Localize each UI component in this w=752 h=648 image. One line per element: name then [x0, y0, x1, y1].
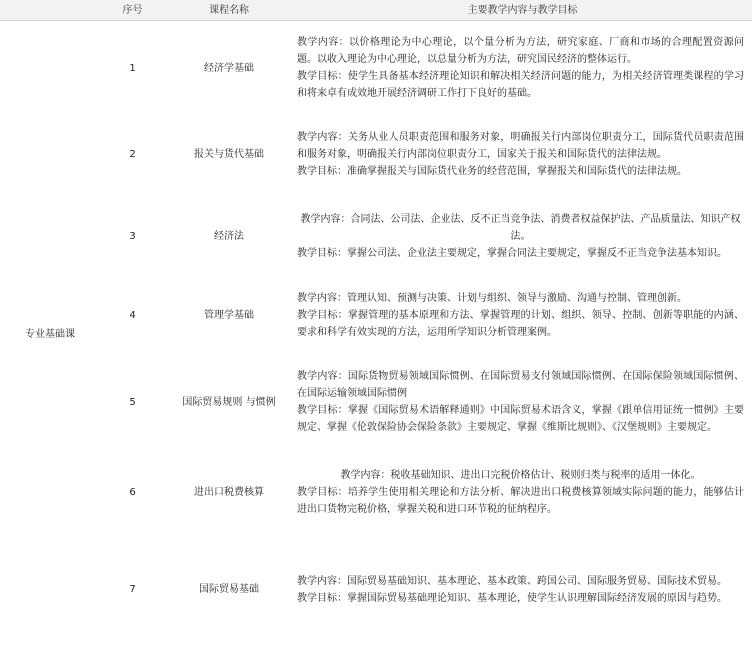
course-name: 报关与货代基础: [165, 115, 293, 193]
teaching-content: 教学内容：管理认知、预测与决策、计划与组织、领导与激励、沟通与控制、管理创新。: [297, 290, 744, 307]
course-name: 进出口税费核算: [165, 453, 293, 531]
header-category: [0, 0, 100, 21]
course-description: [293, 279, 752, 351]
teaching-goal: 教学目标：准确掌握报关与国际货代业务的经营范围，掌握报关和国际货代的法律法规。: [297, 163, 744, 180]
teaching-content: 教学内容：国际货物贸易领域国际惯例、在国际贸易支付领域国际惯例、在国际保险领域国际惯例、在国际运输领域国际惯例: [297, 368, 744, 402]
course-description: [293, 531, 752, 648]
category-cell: 专业基础课: [0, 21, 100, 648]
header-row: [0, 0, 752, 21]
table-row: [0, 21, 752, 116]
table-row: [0, 279, 752, 351]
course-name: 经济学基础: [165, 21, 293, 116]
row-number: 7: [100, 531, 165, 648]
row-number: 2: [100, 115, 165, 193]
header-content-goals: 主要教学内容与教学目标: [293, 0, 752, 21]
table-row: [0, 453, 752, 531]
teaching-goal: 教学目标：掌握管理的基本原理和方法、掌握管理的计划、组织、领导、控制、创新等职能的内涵、要求和科学有效实现的方法，运用所学知识分析管理案例。: [297, 307, 744, 341]
table-header: [0, 0, 752, 21]
row-number: 5: [100, 351, 165, 453]
row-number: 1: [100, 21, 165, 116]
course-name: 经济法: [165, 193, 293, 279]
teaching-goal: 教学目标：使学生具备基本经济理论知识和解决相关经济问题的能力，为相关经济管理类课程的学习和将来卓有成效地开展经济调研工作打下良好的基础。: [297, 68, 744, 102]
teaching-content: 教学内容：合同法、公司法、企业法、反不正当竞争法、消费者权益保护法、产品质量法、知识产权法。: [297, 211, 744, 245]
teaching-goal: 教学目标：掌握国际贸易基础理论知识、基本理论，使学生认识理解国际经济发展的原因与趋势。: [297, 590, 744, 607]
table-row: [0, 115, 752, 193]
course-description: [293, 453, 752, 531]
teaching-goal: 教学目标：掌握公司法、企业法主要规定，掌握合同法主要规定，掌握反不正当竞争法基本知识。: [297, 245, 744, 262]
teaching-goal: 教学目标：培养学生使用相关理论和方法分析、解决进出口税费核算领域实际问题的能力，能够估计进出口货物完税价格，掌握关税和进口环节税的征纳程序。: [297, 484, 744, 518]
course-name: 管理学基础: [165, 279, 293, 351]
course-description: [293, 193, 752, 279]
course-name: 国际贸易规则 与惯例: [165, 351, 293, 453]
table-row: [0, 531, 752, 648]
row-number: 6: [100, 453, 165, 531]
course-description: [293, 351, 752, 453]
row-number: 4: [100, 279, 165, 351]
table-row: [0, 193, 752, 279]
header-course-name: 课程名称: [165, 0, 293, 21]
table-row: [0, 351, 752, 453]
teaching-content: 教学内容：国际贸易基础知识、基本理论、基本政策、跨国公司、国际服务贸易、国际技术贸易。: [297, 573, 744, 590]
table-body: [0, 21, 752, 648]
course-description: [293, 115, 752, 193]
teaching-content: 教学内容：关务从业人员职责范围和服务对象，明确报关行内部岗位职责分工，国际货代员职责范围和服务对象，明确报关行内部岗位职责分工，国家关于报关和国际货代的法律法规。: [297, 129, 744, 163]
course-description: [293, 21, 752, 116]
header-seq: 序号: [100, 0, 165, 21]
teaching-content: 教学内容：税收基础知识、进出口完税价格估计、税则归类与税率的适用一体化。: [297, 467, 744, 484]
course-name: 国际贸易基础: [165, 531, 293, 648]
teaching-goal: 教学目标：掌握《国际贸易术语解释通则》中国际贸易术语含义，掌握《跟单信用证统一惯例》主要规定、掌握《伦敦保险协会保险条款》主要规定、掌握《维斯比规则》、《汉堡规则》主要规定。: [297, 402, 744, 436]
row-number: 3: [100, 193, 165, 279]
teaching-content: 教学内容：以价格理论为中心理论，以个量分析为方法，研究家庭、厂商和市场的合理配置资源问题。以收入理论为中心理论，以总量分析为方法，研究国民经济的整体运行。: [297, 34, 744, 68]
